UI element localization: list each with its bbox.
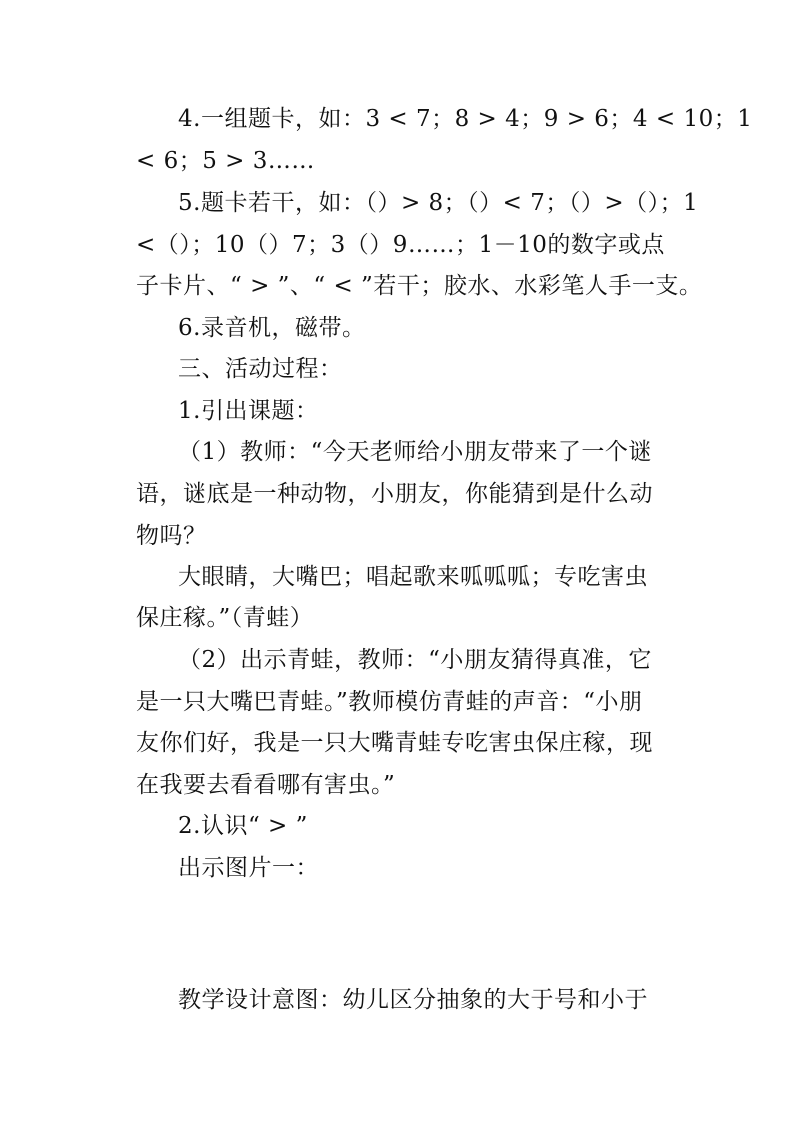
text-line: 子卡片、“ > ”、“ < ”若干；胶水、水彩笔人手一支。	[136, 273, 703, 299]
text-line: 4.一组题卡，如：3 < 7；8 > 4；9 > 6；4 < 10；1	[178, 106, 753, 132]
text-line: 大眼睛，大嘴巴；唱起歌来呱呱呱；专吃害虫	[178, 564, 648, 590]
text-line: （2）出示青蛙，教师：“小朋友猜得真准，它	[178, 647, 652, 673]
text-line: 物吗？	[136, 523, 207, 549]
text-line: 语，谜底是一种动物，小朋友，你能猜到是什么动	[136, 481, 653, 507]
text-line: （1）教师：“今天老师给小朋友带来了一个谜	[178, 439, 652, 465]
text-line: 友你们好，我是一只大嘴青蛙专吃害虫保庄稼，现	[136, 730, 653, 756]
text-line: 是一只大嘴巴青蛙。”教师模仿青蛙的声音：“小朋	[136, 689, 643, 715]
text-line: 5.题卡若干，如：（）> 8；（）< 7；（）>（）；1	[178, 190, 699, 216]
text-line: 在我要去看看哪有害虫。”	[136, 772, 396, 798]
text-line: 2.认识“ > ”	[178, 813, 308, 839]
text-line: 1.引出课题：	[178, 398, 319, 424]
text-line: 6.录音机，磁带。	[178, 315, 366, 341]
text-line: < 6；5 > 3……	[136, 148, 315, 174]
text-line: 教学设计意图：幼儿区分抽象的大于号和小于	[178, 987, 648, 1013]
text-line: 出示图片一：	[178, 855, 319, 881]
section-heading: 三、活动过程：	[178, 356, 343, 382]
text-line: <（）；10（）7；3（）9……；1－10的数字或点	[136, 232, 665, 258]
text-line: 保庄稼。”（青蛙）	[136, 605, 314, 631]
